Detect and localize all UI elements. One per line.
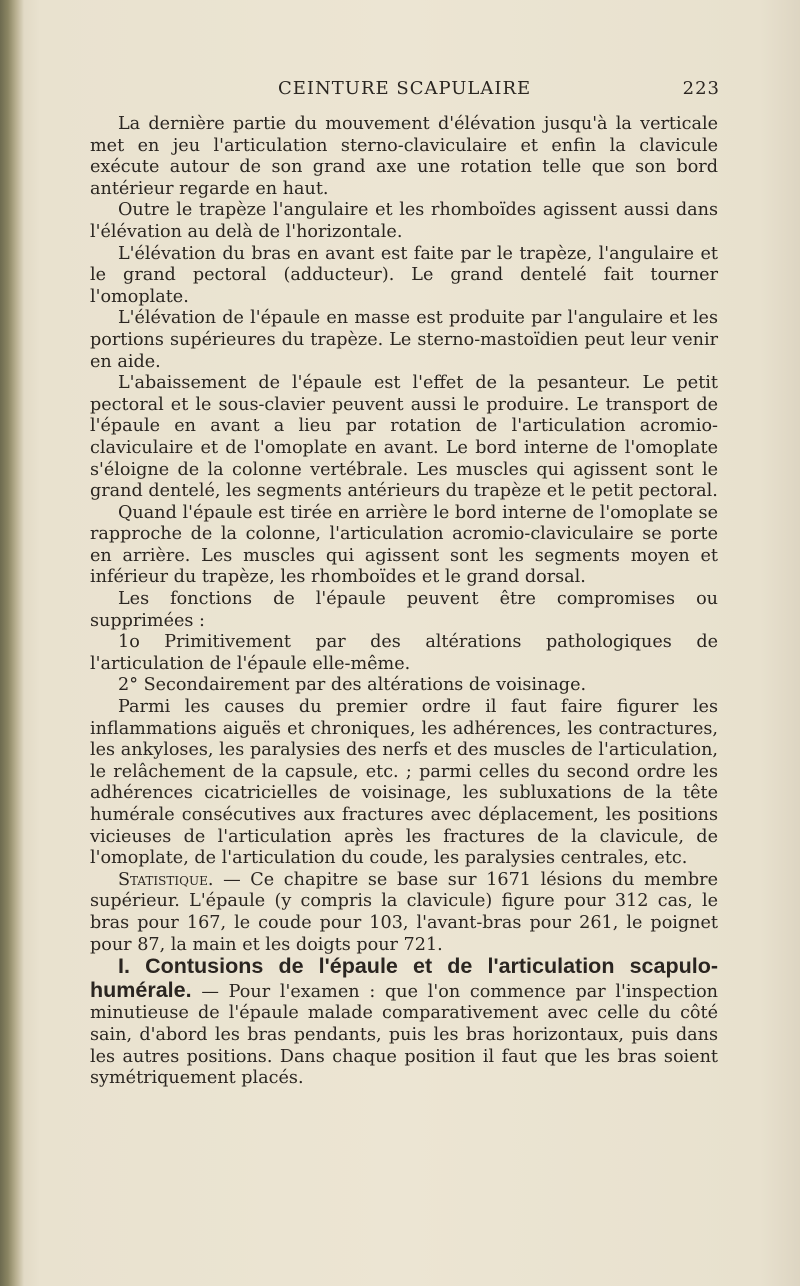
- statistics-label: Statistique.: [118, 869, 214, 890]
- section-heading: I. Contusions de l'épaule et de l'articulation scapulo-humérale.: [90, 954, 718, 1002]
- paragraph: Outre le trapèze l'angulaire et les rhomboïdes agissent aussi dans l'élévation au delà de l'horizontale.: [90, 200, 718, 242]
- section-text: — Pour l'examen : que l'on commence par l'inspection minutieuse de l'épaule malade comparativement avec celle du côté sain, d'abord les bras pendants, puis les bras horizontaux, puis dans les autres positions. Dans chaque position il faut que les bras soient symétriquement placés.: [90, 981, 718, 1089]
- body-text: [90, 114, 718, 1090]
- book-binding-edge: [0, 0, 24, 1286]
- paragraph: L'élévation de l'épaule en masse est produite par l'angulaire et les portions supérieures du trapèze. Le sterno-mastoïdien peut leur venir en aide.: [90, 308, 718, 372]
- running-title: CEINTURE SCAPULAIRE: [278, 78, 532, 99]
- statistics-text: — Ce chapitre se base sur 1671 lésions du membre supérieur. L'épaule (y compris la clavicule) figure pour 312 cas, le bras pour 167, le coude pour 103, l'avant-bras pour 261, le poignet pour 87, la main et les doigts pour 721.: [90, 869, 718, 955]
- paragraph: La dernière partie du mouvement d'élévation jusqu'à la verticale met en jeu l'articulation sterno-claviculaire et enfin la clavicule exécute autour de son grand axe une rotation telle que son bord antérieur regarde en haut.: [90, 114, 718, 199]
- page-number: 223: [682, 78, 720, 99]
- paragraph: 2° Secondairement par des altérations de voisinage.: [118, 675, 587, 696]
- paragraph: Parmi les causes du premier ordre il faut faire figurer les inflammations aiguës et chroniques, les adhérences, les contractures, les ankyloses, les paralysies des nerfs et des muscles de l'articulation, le relâchement de la capsule, etc. ; parmi celles du second ordre les adhérences cicatricielles de voisinage, les subluxations de la tête humérale consécutives aux fractures avec déplacement, les positions vicieuses de l'articulation après les fractures de la clavicule, de l'omoplate, de l'articulation du coude, les paralysies centrales, etc.: [90, 697, 718, 869]
- section-paragraph: [90, 956, 718, 1090]
- page-header: [90, 78, 720, 102]
- paragraph: L'élévation du bras en avant est faite par le trapèze, l'angulaire et le grand pectoral (adducteur). Le grand dentelé fait tourner l'omoplate.: [90, 243, 718, 307]
- paragraph: L'abaissement de l'épaule est l'effet de la pesanteur. Le petit pectoral et le sous-clavier peuvent aussi le produire. Le transport de l'épaule en avant a lieu par rotation de l'articulation acromio-claviculaire et de l'omoplate en avant. Le bord interne de l'omoplate s'éloigne de la colonne vertébrale. Les muscles qui agissent sont le grand dentelé, les segments antérieurs du trapèze et le petit pectoral.: [90, 373, 718, 502]
- paragraph: Les fonctions de l'épaule peuvent être compromises ou supprimées :: [90, 589, 718, 631]
- paragraph: Quand l'épaule est tirée en arrière le bord interne de l'omoplate se rapproche de la colonne, l'articulation acromio-claviculaire se porte en arrière. Les muscles qui agissent sont les segments moyen et inférieur du trapèze, les rhomboïdes et le grand dorsal.: [90, 502, 718, 588]
- statistics-paragraph: [90, 870, 718, 956]
- paragraph: 1o Primitivement par des altérations pathologiques de l'articulation de l'épaule elle-même.: [90, 632, 718, 674]
